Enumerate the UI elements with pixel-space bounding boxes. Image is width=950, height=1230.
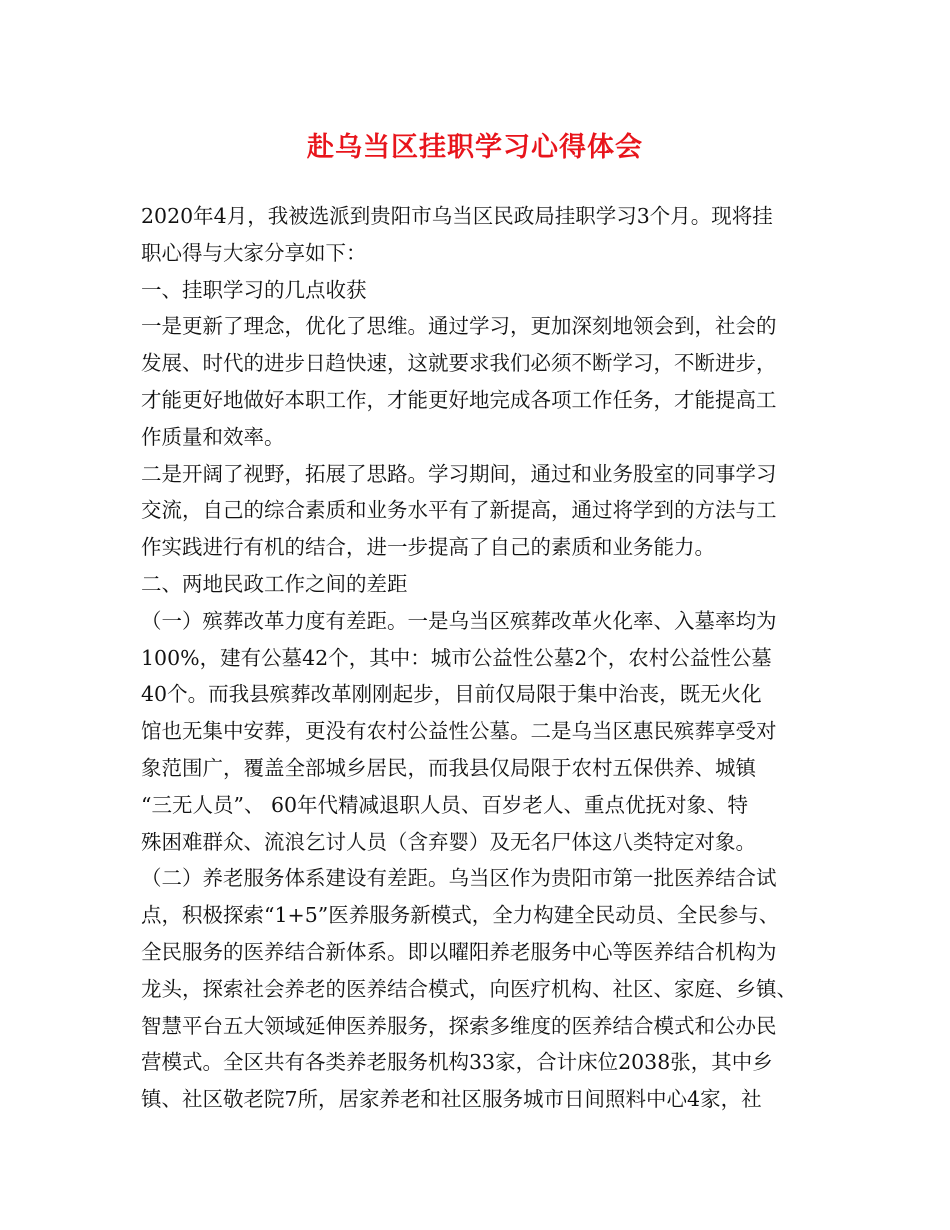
- text-line: 馆也无集中安葬，更没有农村公益性公墓。二是乌当区惠民殡葬享受对: [141, 719, 777, 744]
- document-body: [141, 198, 821, 1118]
- text-line: 象范围广，覆盖全部城乡居民，而我县仅局限于农村五保供养、城镇: [141, 755, 756, 780]
- text-line: 殊困难群众、流浪乞讨人员（含弃婴）及无名尸体这八类特定对象。: [141, 829, 756, 854]
- text-line: 二是开阔了视野，拓展了思路。学习期间，通过和业务股室的同事学习: [141, 461, 777, 486]
- text-line: （二）养老服务体系建设有差距。乌当区作为贵阳市第一批医养结合试: [141, 866, 777, 891]
- text-line: 营模式。全区共有各类养老服务机构33家，合计床位2038张，其中乡: [141, 1050, 773, 1075]
- text-line: 智慧平台五大领域延伸医养服务，探索多维度的医养结合模式和公办民: [141, 1013, 777, 1038]
- section-heading: 一、挂职学习的几点收获: [141, 277, 367, 302]
- text-line: 作实践进行有机的结合，进一步提高了自己的素质和业务能力。: [141, 535, 715, 560]
- text-line: 发展、时代的进步日趋快速，这就要求我们必须不断学习，不断进步，: [141, 351, 777, 376]
- text-line: 才能更好地做好本职工作，才能更好地完成各项工作任务，才能提高工: [141, 387, 777, 412]
- text-line: 点，积极探索“1+5”医养服务新模式，全力构建全民动员、全民参与、: [141, 903, 780, 928]
- document-title: 赴乌当区挂职学习心得体会: [307, 132, 643, 163]
- text-line: 作质量和效率。: [141, 424, 285, 449]
- text-line: 2020年4月，我被选派到贵阳市乌当区民政局挂职学习3个月。现将挂: [141, 204, 773, 228]
- text-line: “三无人员”、 60年代精减退职人员、百岁老人、重点优抚对象、特: [141, 792, 749, 817]
- text-line: 职心得与大家分享如下：: [141, 240, 367, 265]
- text-line: 龙头，探索社会养老的医养结合模式，向医疗机构、社区、家庭、乡镇、: [141, 976, 797, 1001]
- text-line: （一）殡葬改革力度有差距。一是乌当区殡葬改革火化率、入墓率均为: [141, 608, 777, 633]
- text-line: 交流，自己的综合素质和业务水平有了新提高，通过将学到的方法与工: [141, 498, 777, 523]
- text-line: 镇、社区敬老院7所，居家养老和社区服务城市日间照料中心4家，社: [141, 1087, 762, 1112]
- section-heading: 二、两地民政工作之间的差距: [141, 571, 408, 596]
- text-line: 100%，建有公墓42个，其中：城市公益性公墓2个，农村公益性公墓: [141, 645, 772, 670]
- text-line: 40个。而我县殡葬改革刚刚起步，目前仅局限于集中治丧，既无火化: [141, 682, 762, 707]
- text-line: 全民服务的医养结合新体系。即以曜阳养老服务中心等医养结合机构为: [141, 939, 777, 964]
- text-line: 一是更新了理念，优化了思维。通过学习，更加深刻地领会到，社会的: [141, 314, 777, 339]
